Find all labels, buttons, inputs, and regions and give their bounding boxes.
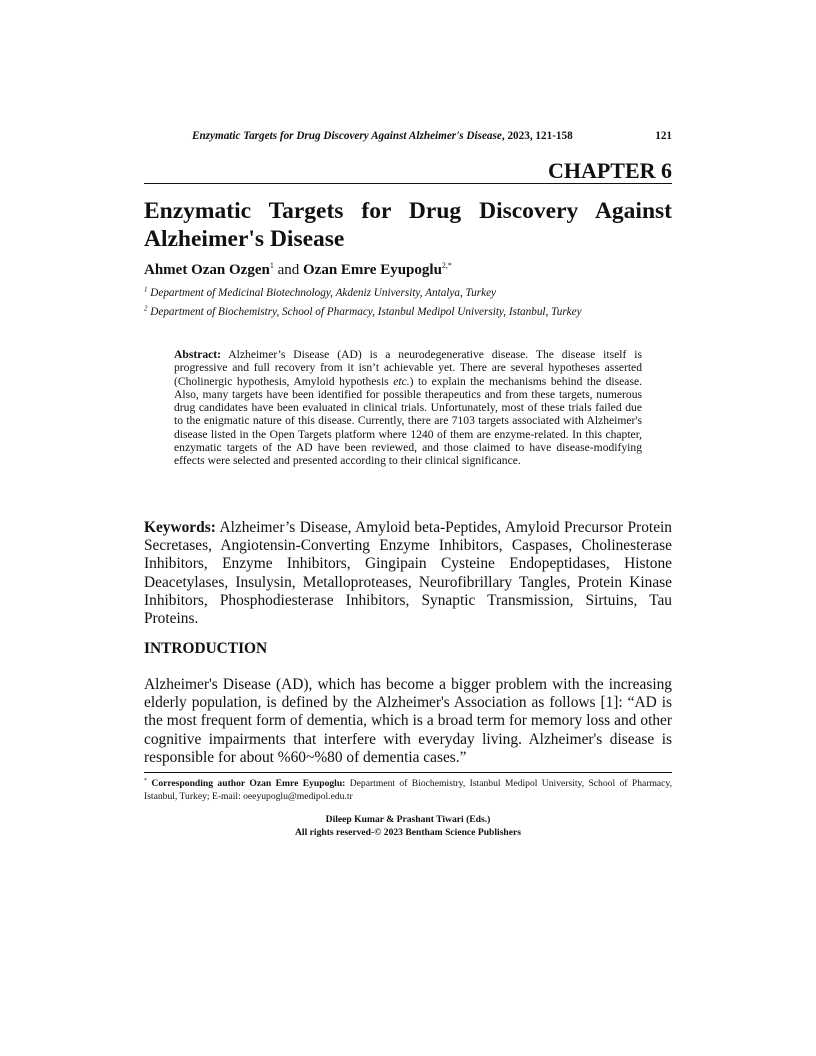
footnote-divider <box>144 772 672 773</box>
keywords-text: Alzheimer’s Disease, Amyloid beta-Peptides, Amyloid Precursor Protein Secretases, Angiotensin-Converting Enzyme Inhibitors, Caspases, Cholinesterase Inhibitors, Enzyme Inhibitors, Gingipain Cysteine Endopeptidases, Histone Deacetylases, Insulysin, Metalloproteases, Neurofibrillary Tangles, Protein Kinase Inhibitors, Phosphodiesterase Inhibitors, Synaptic Transmission, Sirtuins, Tau Proteins. <box>144 519 673 628</box>
section-heading-introduction: INTRODUCTION <box>144 640 268 657</box>
footnote-label: Corresponding author Ozan Emre Eyupoglu: <box>151 778 346 789</box>
keywords-label: Keywords: <box>144 519 216 536</box>
editors-line: Dileep Kumar & Prashant Tiwari (Eds.) <box>325 814 491 825</box>
publisher-info <box>144 814 672 839</box>
paper-title <box>144 197 672 253</box>
footnote <box>144 778 672 803</box>
year-pages: , 2023, 121-158 <box>501 130 573 142</box>
paper-title-line-1: Enzymatic Targets for Drug Discovery Against <box>144 198 672 224</box>
keywords <box>144 519 672 628</box>
affiliation-1-mark: 1 <box>144 285 148 294</box>
abstract-text-1: Alzheimer’s Disease (AD) is a neurodegenerative disease. The disease itself is progressive and full recovery from it isn’t achievable yet. There are several hypotheses asserted (Cholinergic hypothesis, Amyloid hypothesis <box>174 348 642 388</box>
author-1-affiliation-mark: 1 <box>269 261 274 270</box>
affiliation-2 <box>144 304 672 320</box>
affiliation-2-mark: 2 <box>144 304 148 313</box>
abstract <box>174 348 642 468</box>
footnote-mark: * <box>144 777 147 784</box>
abstract-etc: etc. <box>393 374 410 388</box>
rights-line: All rights reserved-© 2023 Bentham Science Publishers <box>294 826 522 838</box>
chapter-label: CHAPTER 6 <box>547 158 672 183</box>
author-connector: and <box>277 262 300 278</box>
author-2-name: Ozan Emre Eyupoglu <box>303 262 442 278</box>
running-header-title <box>192 130 573 142</box>
footnote-text: Department of Biochemistry, Istanbul Medipol University, School of Pharmacy, Istanbul, Turkey; E-mail: oeeyupoglu@medipol.edu.tr <box>144 778 673 802</box>
chapter-divider <box>144 183 672 184</box>
abstract-label: Abstract: <box>174 348 222 361</box>
journal-title: Enzymatic Targets for Drug Discovery Against Alzheimer's Disease <box>192 130 502 142</box>
paper-title-line-2: Alzheimer's Disease <box>144 226 345 252</box>
introduction-paragraph: Alzheimer's Disease (AD), which has become a bigger problem with the increasing elderly population, is defined by the Alzheimer's Association as follows [1]: “AD is the most frequent form of dementia, which is a broad term for memory loss and other cognitive impairments that interfere with everyday living. Alzheimer's disease is responsible for about %60~%80 of dementia cases.” <box>144 676 672 766</box>
affiliation-1-text: Department of Medicinal Biotechnology, Akdeniz University, Antalya, Turkey <box>150 287 497 299</box>
author-1-name: Ahmet Ozan Ozgen <box>144 262 270 278</box>
abstract-text-2: ) to explain the mechanisms behind the disease. Also, many targets have been identified for possible therapeutics and from these targets, numerous drug candidates have been evaluated in clinical trials. Unfortunately, most of these trials failed due to the enigmatic nature of this disease. Currently, there are 7103 targets associated with Alzheimer's disease listed in the Open Targets platform where 1240 of them are enzyme-related. In this chapter, enzymatic targets of the AD have been reviewed, and those claimed to have disease-modifying effects were selected and presented according to their clinical significance. <box>174 374 642 468</box>
author-list <box>144 260 672 280</box>
page-number: 121 <box>655 130 672 142</box>
affiliation-1 <box>144 285 672 301</box>
affiliation-2-text: Department of Biochemistry, School of Pharmacy, Istanbul Medipol University, Istanbul, Turkey <box>150 306 582 318</box>
author-2-affiliation-mark: 2,* <box>441 261 452 270</box>
